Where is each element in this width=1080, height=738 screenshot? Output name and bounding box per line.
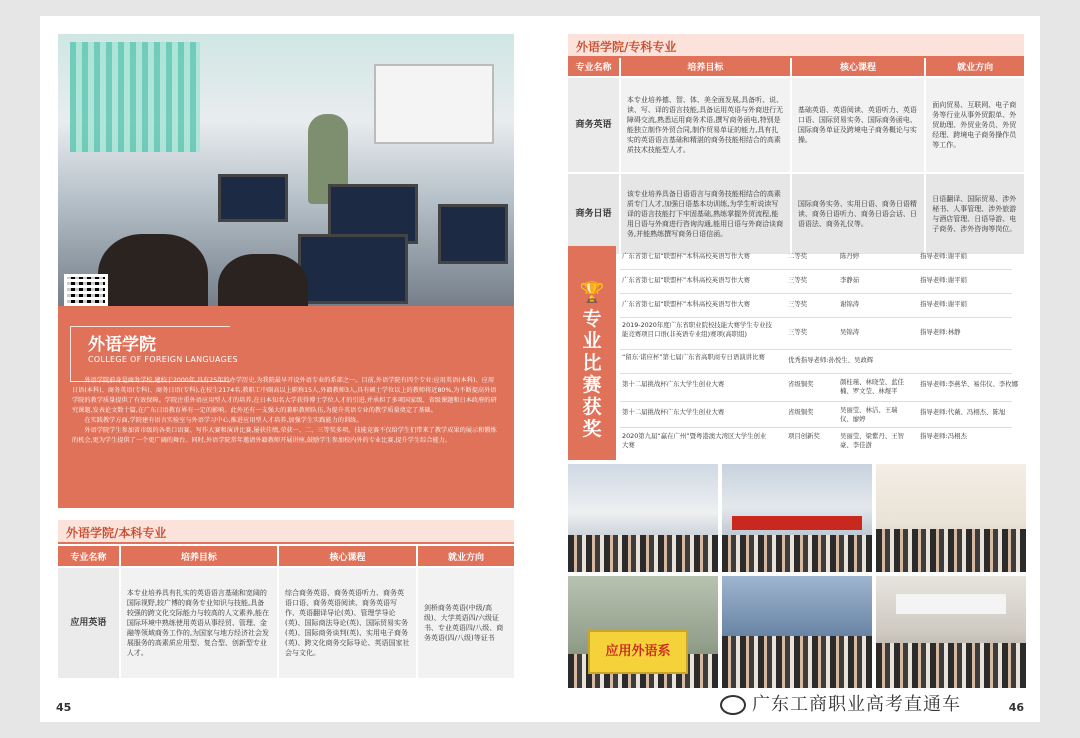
major-goal: 该专业培养具备日语语言与商务技能相结合的高素质专门人才,加强日语基本功训练,为学生听说读写译的语言技能打下牢固基础,熟练掌握外贸流程,能用日语与外商进行咨询沟通,能用日语与外商洽谈商务,并能熟练撰写商务日语信函。	[621, 174, 790, 254]
awards-title-char: 获	[582, 396, 602, 418]
award-row	[620, 294, 1012, 318]
award-level: 省级铜奖	[788, 380, 814, 388]
award-row	[620, 374, 1019, 402]
page-number: 46	[1008, 701, 1024, 714]
award-name: 2020第九届“赢在广州”暨粤港澳大湾区大学生创业大赛	[622, 432, 767, 449]
col-header: 专业名称	[58, 546, 119, 566]
award-teacher: 指导老师:谢平娟	[920, 300, 967, 308]
award-student: 吴锦涛	[840, 328, 860, 336]
award-student: 颜桂瑾、林晓莹、蓝佳楠、罗文莹、林煜平	[840, 378, 904, 395]
bachelor-table	[56, 544, 516, 680]
awards-list	[620, 246, 1019, 456]
awards-title-char: 奖	[582, 418, 602, 440]
major-goal: 本专业培养德、智、体、美全面发展,具备听、说、读、写、译的语言技能,具备运用英语与外商进行无障碍交流,熟悉运用商务术语,撰写商务函电,特别是能独立制作外贸合同,制作贸易单证的能力,具有扎实的英语语言基础和精湛的商务技能相结合的高素质技术技能型人才。	[621, 78, 790, 172]
award-student: 谢锦涛	[840, 300, 860, 308]
major-name: 应用英语	[58, 568, 119, 678]
classroom-photo	[58, 34, 514, 324]
diploma-section-header: 外语学院/专科专业	[568, 34, 1024, 56]
bachelor-section-header: 外语学院/本科专业	[58, 520, 514, 542]
awards-title-char: 专	[582, 308, 602, 330]
award-teacher: 指导老师:李燕华、易伟仪、李枚娜	[920, 380, 1019, 388]
award-name: 第十二届挑战杯广东大学生创业大赛	[622, 380, 725, 388]
gallery-photo	[722, 576, 872, 688]
award-name: 广东省第七届“联盟杯”本科高校英语写作大赛	[622, 276, 751, 284]
gallery-photo	[722, 464, 872, 572]
award-row	[620, 402, 1012, 428]
award-level: 省级铜奖	[788, 408, 814, 416]
award-name: 广东省第七届“联盟杯”本科高校英语写作大赛	[622, 252, 751, 260]
college-title: 外语学院	[88, 335, 156, 355]
intro-body	[72, 376, 500, 446]
award-level: 优秀指导老师:孙悦生、吴政辉	[788, 356, 874, 364]
major-name: 商务英语	[568, 78, 619, 172]
trophy-icon: 🏆	[579, 280, 605, 304]
award-row	[620, 246, 1012, 270]
gallery-banner: 应用外语系	[588, 630, 688, 674]
intro-paragraph: 在实践教学方面,学院建有语言实验室与外语学习中心,推进应用型人才培养,加强学生实践能力的训练。	[84, 417, 363, 424]
college-intro	[58, 306, 514, 508]
award-row	[620, 350, 1012, 374]
gallery-photo	[568, 464, 718, 572]
major-goal: 本专业培养具有扎实的英语语言基础和宽阔的国际视野,较广博的商务专业知识与技能,具备较强的跨文化交际能力与较高的人文素养,能在国际环境中熟练使用英语从事经贸、管理、金融等领域商务工作的,为国家与地方经济社会发展服务的高素质应用型、复合型、创新型专业人才。	[121, 568, 277, 678]
major-career: 剑桥商务英语(中级/高级)、大学英语四/六级证书、专业英语四/八级、商务英语(四/八级)等证书	[418, 568, 514, 678]
gallery-photo	[876, 576, 1026, 688]
award-name: “留东·诺应杯”第七届广东省高职商专日语演讲比赛	[622, 353, 765, 361]
left-page	[40, 16, 540, 722]
major-name: 商务日语	[568, 174, 619, 254]
col-header: 就业方向	[926, 56, 1024, 76]
major-courses: 基础英语、英语阅读、英语听力、英语口语、国际贸易实务、国际商务函电、国际商务单证及跨境电子商务概论与实操。	[792, 78, 924, 172]
award-level: 三等奖	[788, 328, 808, 336]
major-courses: 综合商务英语、商务英语听力、商务英语口语、商务英语阅读、商务英语写作、英语翻译导论(英)、管理学导论(英)、国际商法导论(英)、国际贸易实务(英)、国际商务谈判(英)、实用电子商务(英)、跨文化商务交际导论、英语国家社会与文化。	[279, 568, 416, 678]
award-teacher: 指导老师:谢平娟	[920, 252, 967, 260]
award-name: 广东省第七届“联盟杯”本科高校英语写作大赛	[622, 300, 751, 308]
col-header: 核心课程	[792, 56, 924, 76]
award-level: 三等奖	[788, 300, 808, 308]
col-header: 专业名称	[568, 56, 619, 76]
award-name: 第十二届挑战杯广东大学生创业大赛	[622, 408, 725, 416]
gallery-photo	[568, 576, 718, 688]
awards-section	[568, 246, 1019, 460]
gallery-photo	[876, 464, 1026, 572]
right-page	[540, 16, 1040, 722]
intro-paragraph: 外语学院前身是商务学校,建校于2000年,具有25年的办学历史,为我院最早开设外语专业的系部之一。目前,外语学院有四个专业:应用英语(本科)、应用日语(本科)、商务英语(专科)、商务日语(专科),在校生2174名,教职工中副高以上职称15人,外籍教师3人,具有硕士学位以上的教师将近80%,为不断提高外语学院的教学质量提供了有效保障。学院注重外语应用型人才的培养,在日本知名大学获得博士学位人才的引进,并承担了多项国家级、省级课题和日本政府的研究课题,发表论文数十篇,在广东日语教育界有一定的影响。此外还有一支强大的兼职教师队伍,为提升英语专业的教学质量奠定了基础。	[72, 377, 497, 414]
major-career: 日语翻译、国际贸易、涉外秘书、人事管理、涉外旅游与酒店管理、日语导游、电子商务、涉外咨询等岗位。	[926, 174, 1024, 254]
table-row	[58, 568, 514, 678]
award-teacher: 指导老师:林静	[920, 328, 961, 336]
table-row	[568, 174, 1024, 254]
col-header: 培养目标	[121, 546, 277, 566]
table-row	[568, 78, 1024, 172]
awards-title-char: 比	[582, 352, 602, 374]
award-level: 二等奖	[788, 252, 808, 260]
award-teacher: 指导老师:冯栩杰	[920, 432, 967, 440]
col-header: 核心课程	[279, 546, 416, 566]
watermark: 广东工商职业高考直通车	[720, 690, 961, 716]
award-student: 吴丽莹、林洁、王瑞仪、廖婷	[840, 406, 898, 423]
col-header: 培养目标	[621, 56, 790, 76]
wechat-icon	[720, 695, 746, 715]
major-courses: 国际商务实务、实用日语、商务日语精读、商务日语听力、商务日语会话、日语语法、商务礼仪等。	[792, 174, 924, 254]
award-name: 2019-2020年度广东省职业院校技能大赛学生专业技能竞赛项目口语(非英语专业组)赛项(高职组)	[622, 321, 772, 338]
awards-sidebar	[568, 246, 616, 460]
college-title-en: COLLEGE OF FOREIGN LANGUAGES	[88, 355, 238, 364]
col-header: 就业方向	[418, 546, 514, 566]
award-row	[620, 270, 1012, 294]
award-row	[620, 318, 1012, 350]
award-student: 李静茹	[840, 276, 860, 284]
diploma-table	[566, 54, 1026, 256]
award-student: 吴丽莹、梁紫丹、王智豪、李佳澍	[840, 432, 904, 449]
intro-paragraph: 外语学院学生参加省市级的各类口语赛、写作大赛和演讲比赛,屡获佳绩,荣获一、二、三等奖多项。技能竞赛不仅给学生们带来了教学成果的展示和锻炼的机会,更为学生提供了一个更广阔的舞台。同时,外语学院常年邀请外籍教师开展讲座,鼓励学生参加校内外的专业比赛,提升学生综合能力。	[72, 427, 497, 444]
award-teacher: 指导老师:代薇、冯栩杰、陈旭	[920, 408, 1006, 416]
photo-gallery	[568, 464, 1026, 700]
award-row	[620, 428, 1012, 456]
awards-title-char: 赛	[582, 374, 602, 396]
award-level: 项目创新奖	[788, 432, 820, 440]
major-career: 面向贸易、互联网、电子商务等行业从事外贸跟单、外贸助理、外贸业务员、外贸经理、跨境电子商务操作员等工作。	[926, 78, 1024, 172]
awards-title-char: 业	[582, 330, 602, 352]
page-number: 45	[56, 701, 72, 714]
award-teacher: 指导老师:谢平娟	[920, 276, 967, 284]
award-level: 三等奖	[788, 276, 808, 284]
award-student: 陈丹婷	[840, 252, 860, 260]
